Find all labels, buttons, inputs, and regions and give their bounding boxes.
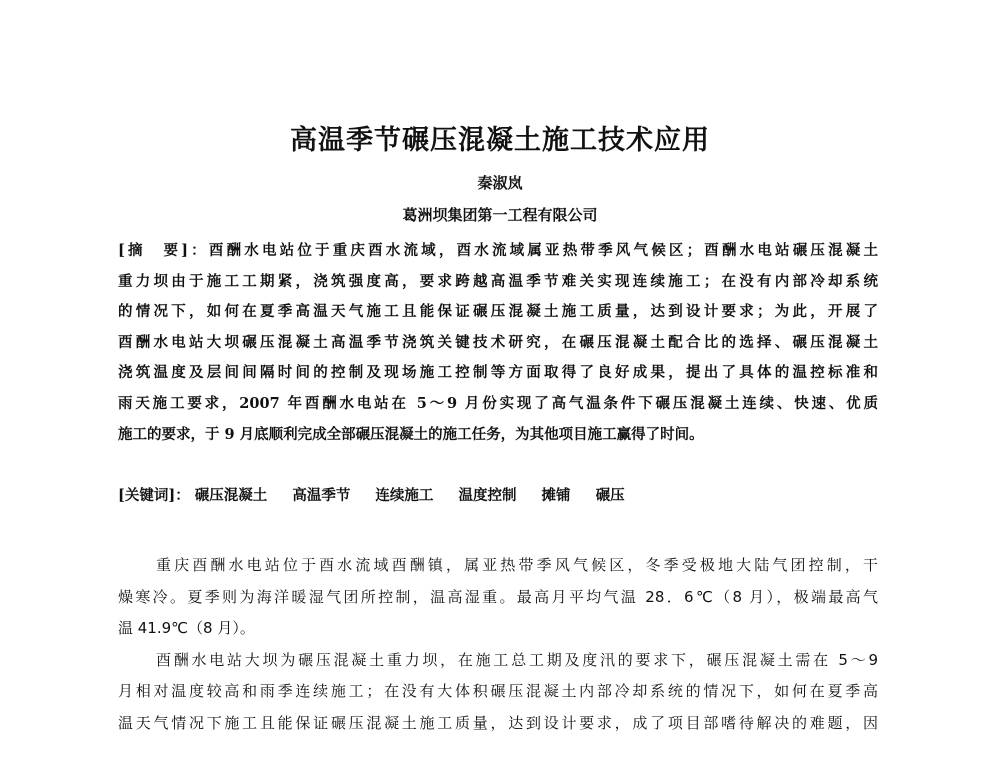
abstract-line: [摘 要]：酉酬水电站位于重庆酉水流域，酉水流域属亚热带季风气候区；酉酬水电站碾压混凝土 [118, 242, 878, 259]
body-line: 温天气情况下施工且能保证碾压混凝土施工质量，达到设计要求，成了项目部嗜待解决的难题，因 [118, 713, 878, 732]
body-line: 温 41.9℃（8 月）。 [118, 619, 255, 637]
body-line: 月相对温度较高和雨季连续施工；在没有大体积碾压混凝土内部冷却系统的情况下，如何在夏季高 [118, 682, 878, 700]
author-name: 秦淑岚 [477, 174, 523, 192]
body-line: 重庆酉酬水电站位于酉水流域酉酬镇，属亚热带季风气候区，冬季受极地大陆气团控制，干 [156, 556, 878, 574]
body-text [118, 550, 878, 739]
abstract-line: 浇筑温度及层间间隔时间的控制及现场施工控制等方面取得了良好成果，提出了具体的温控标准和 [118, 364, 878, 382]
keyword-item: 连续施工 [375, 487, 434, 504]
keyword-item: 高温季节 [292, 487, 351, 504]
keyword-item: 温度控制 [458, 487, 517, 504]
keyword-item: 碾压混凝土 [194, 487, 268, 504]
author-affiliation: 葛洲坝集团第一工程有限公司 [402, 206, 598, 224]
keywords [118, 483, 878, 509]
body-line: 燥寒冷。夏季则为海洋暖湿气团所控制，温高湿重。最高月平均气温 28．6℃（8 月），极端最高气 [118, 587, 878, 606]
abstract [118, 236, 878, 450]
abstract-line: 雨天施工要求，2007 年酉酬水电站在 5～9 月份实现了高气温条件下碾压混凝土连续、快速、优质 [118, 394, 878, 412]
abstract-line: 施工的要求，于 9 月底顺利完成全部碾压混凝土的施工任务，为其他项目施工赢得了时间。 [118, 425, 704, 443]
abstract-line: 重力坝由于施工工期紧，浇筑强度高，要求跨越高温季节难关实现连续施工；在没有内部冷却系统 [118, 272, 878, 290]
abstract-line: 酉酬水电站大坝碾压混凝土高温季节浇筑关键技术研究，在碾压混凝土配合比的选择、碾压混凝土 [118, 333, 878, 351]
body-line: 酉酬水电站大坝为碾压混凝土重力坝，在施工总工期及度汛的要求下，碾压混凝土需在 5～9 [156, 650, 878, 669]
keyword-item: 摊铺 [541, 487, 571, 504]
paper-title: 高温季节碾压混凝土施工技术应用 [290, 125, 710, 156]
abstract-line: 的情况下，如何在夏季高温天气施工且能保证碾压混凝土施工质量，达到设计要求；为此，开展了 [118, 303, 878, 321]
keywords-label: [关键词]： [118, 487, 190, 504]
keyword-item: 碾压 [595, 487, 625, 504]
